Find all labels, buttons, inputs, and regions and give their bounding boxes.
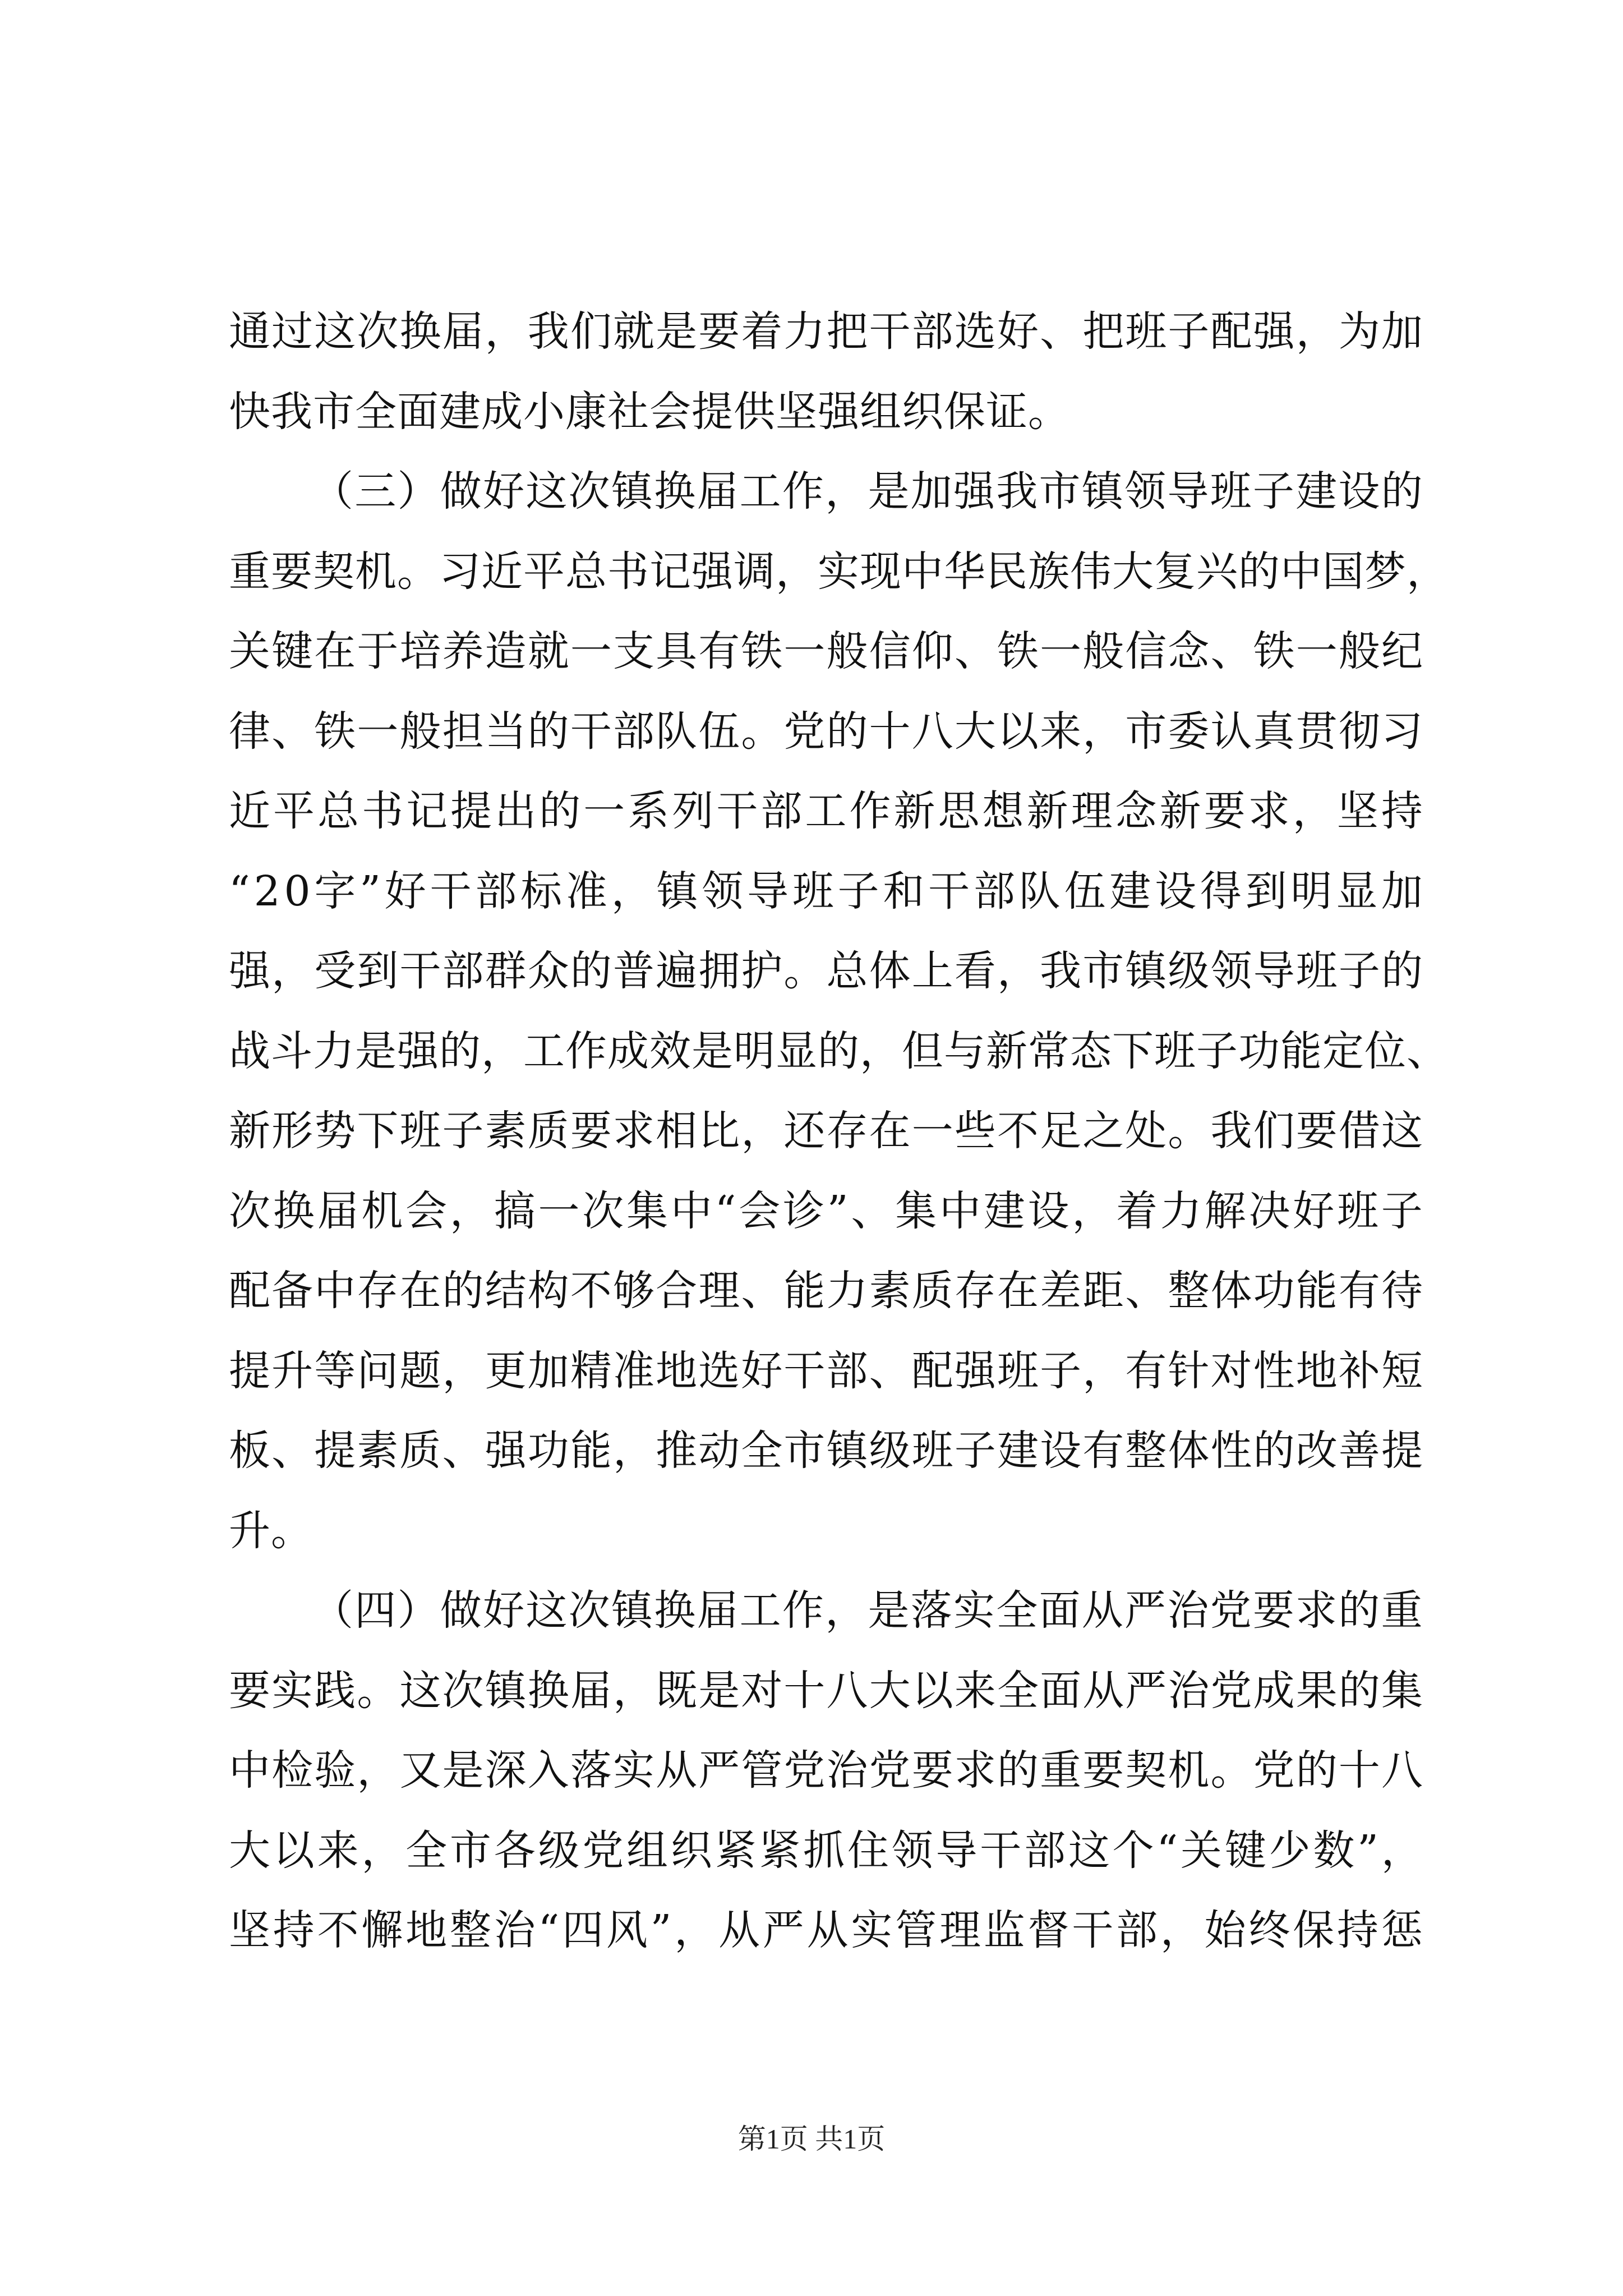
- text-line: 战 斗 力 是 强 的 ， 工 作 成 效 是 明 显 的 ， 但 与 新 常 态 下 班 子 功 能 定 位 、: [229, 1027, 1449, 1075]
- text-line: “ 2 0 字 ” 好 干 部 标 准 ， 镇 领 导 班 子 和 干 部 队 伍 建 设 得 到 明 显 加: [229, 867, 1423, 915]
- paragraph-start-line: （ 四 ） 做 好 这 次 镇 换 届 工 作 ， 是 落 实 全 面 从 严 治 党 要 求 的 重: [312, 1586, 1423, 1635]
- paragraph-start-line: （ 三 ） 做 好 这 次 镇 换 届 工 作 ， 是 加 强 我 市 镇 领 导 班 子 建 设 的: [312, 467, 1423, 516]
- text-line: 近 平 总 书 记 提 出 的 一 系 列 干 部 工 作 新 思 想 新 理 念 新 要 求 ， 坚 持: [229, 787, 1423, 835]
- text-line: 关 键 在 于 培 养 造 就 一 支 具 有 铁 一 般 信 仰 、 铁 一 般 信 念 、 铁 一 般 纪: [229, 627, 1423, 675]
- text-line: 坚 持 不 懈 地 整 治 “ 四 风 ” ， 从 严 从 实 管 理 监 督 干 部 ， 始 终 保 持 惩: [229, 1906, 1423, 1954]
- text-line: 提 升 等 问 题 ， 更 加 精 准 地 选 好 干 部 、 配 强 班 子 ， 有 针 对 性 地 补 短: [229, 1346, 1423, 1395]
- text-line: 中 检 验 ， 又 是 深 入 落 实 从 严 管 党 治 党 要 求 的 重 要 契 机 。 党 的 十 八: [229, 1746, 1423, 1795]
- text-line: 律 、 铁 一 般 担 当 的 干 部 队 伍 。 党 的 十 八 大 以 来 ， 市 委 认 真 贯 彻 习: [229, 707, 1423, 756]
- text-line: 通 过 这 次 换 届 ， 我 们 就 是 要 着 力 把 干 部 选 好 、 把 班 子 配 强 ， 为 加: [229, 307, 1423, 356]
- document-body: [229, 292, 1449, 1971]
- text-line: 新 形 势 下 班 子 素 质 要 求 相 比 ， 还 存 在 一 些 不 足 之 处 。 我 们 要 借 这: [229, 1107, 1423, 1155]
- page-footer: 第1页 共1页: [737, 2123, 886, 2155]
- text-line: 重 要 契 机 。 习 近 平 总 书 记 强 调 ， 实 现 中 华 民 族 伟 大 复 兴 的 中 国 梦 ，: [229, 547, 1449, 596]
- text-line: 配 备 中 存 在 的 结 构 不 够 合 理 、 能 力 素 质 存 在 差 距 、 整 体 功 能 有 待: [229, 1267, 1423, 1315]
- text-line: 快我市全面建成小康社会提供坚强组织保证。: [229, 387, 1070, 436]
- text-line: 次 换 届 机 会 ， 搞 一 次 集 中 “ 会 诊 ” 、 集 中 建 设 ， 着 力 解 决 好 班 子: [229, 1186, 1423, 1235]
- text-line: 板 、 提 素 质 、 强 功 能 ， 推 动 全 市 镇 级 班 子 建 设 有 整 体 性 的 改 善 提: [229, 1427, 1423, 1475]
- text-line: 升。: [229, 1506, 313, 1555]
- text-line: 大 以 来 ， 全 市 各 级 党 组 织 紧 紧 抓 住 领 导 干 部 这 个 “ 关 键 少 数 ” ，: [229, 1826, 1423, 1875]
- text-line: 要 实 践 。 这 次 镇 换 届 ， 既 是 对 十 八 大 以 来 全 面 从 严 治 党 成 果 的 集: [229, 1666, 1423, 1715]
- text-line: 强 ， 受 到 干 部 群 众 的 普 遍 拥 护 。 总 体 上 看 ， 我 市 镇 级 领 导 班 子 的: [229, 947, 1423, 995]
